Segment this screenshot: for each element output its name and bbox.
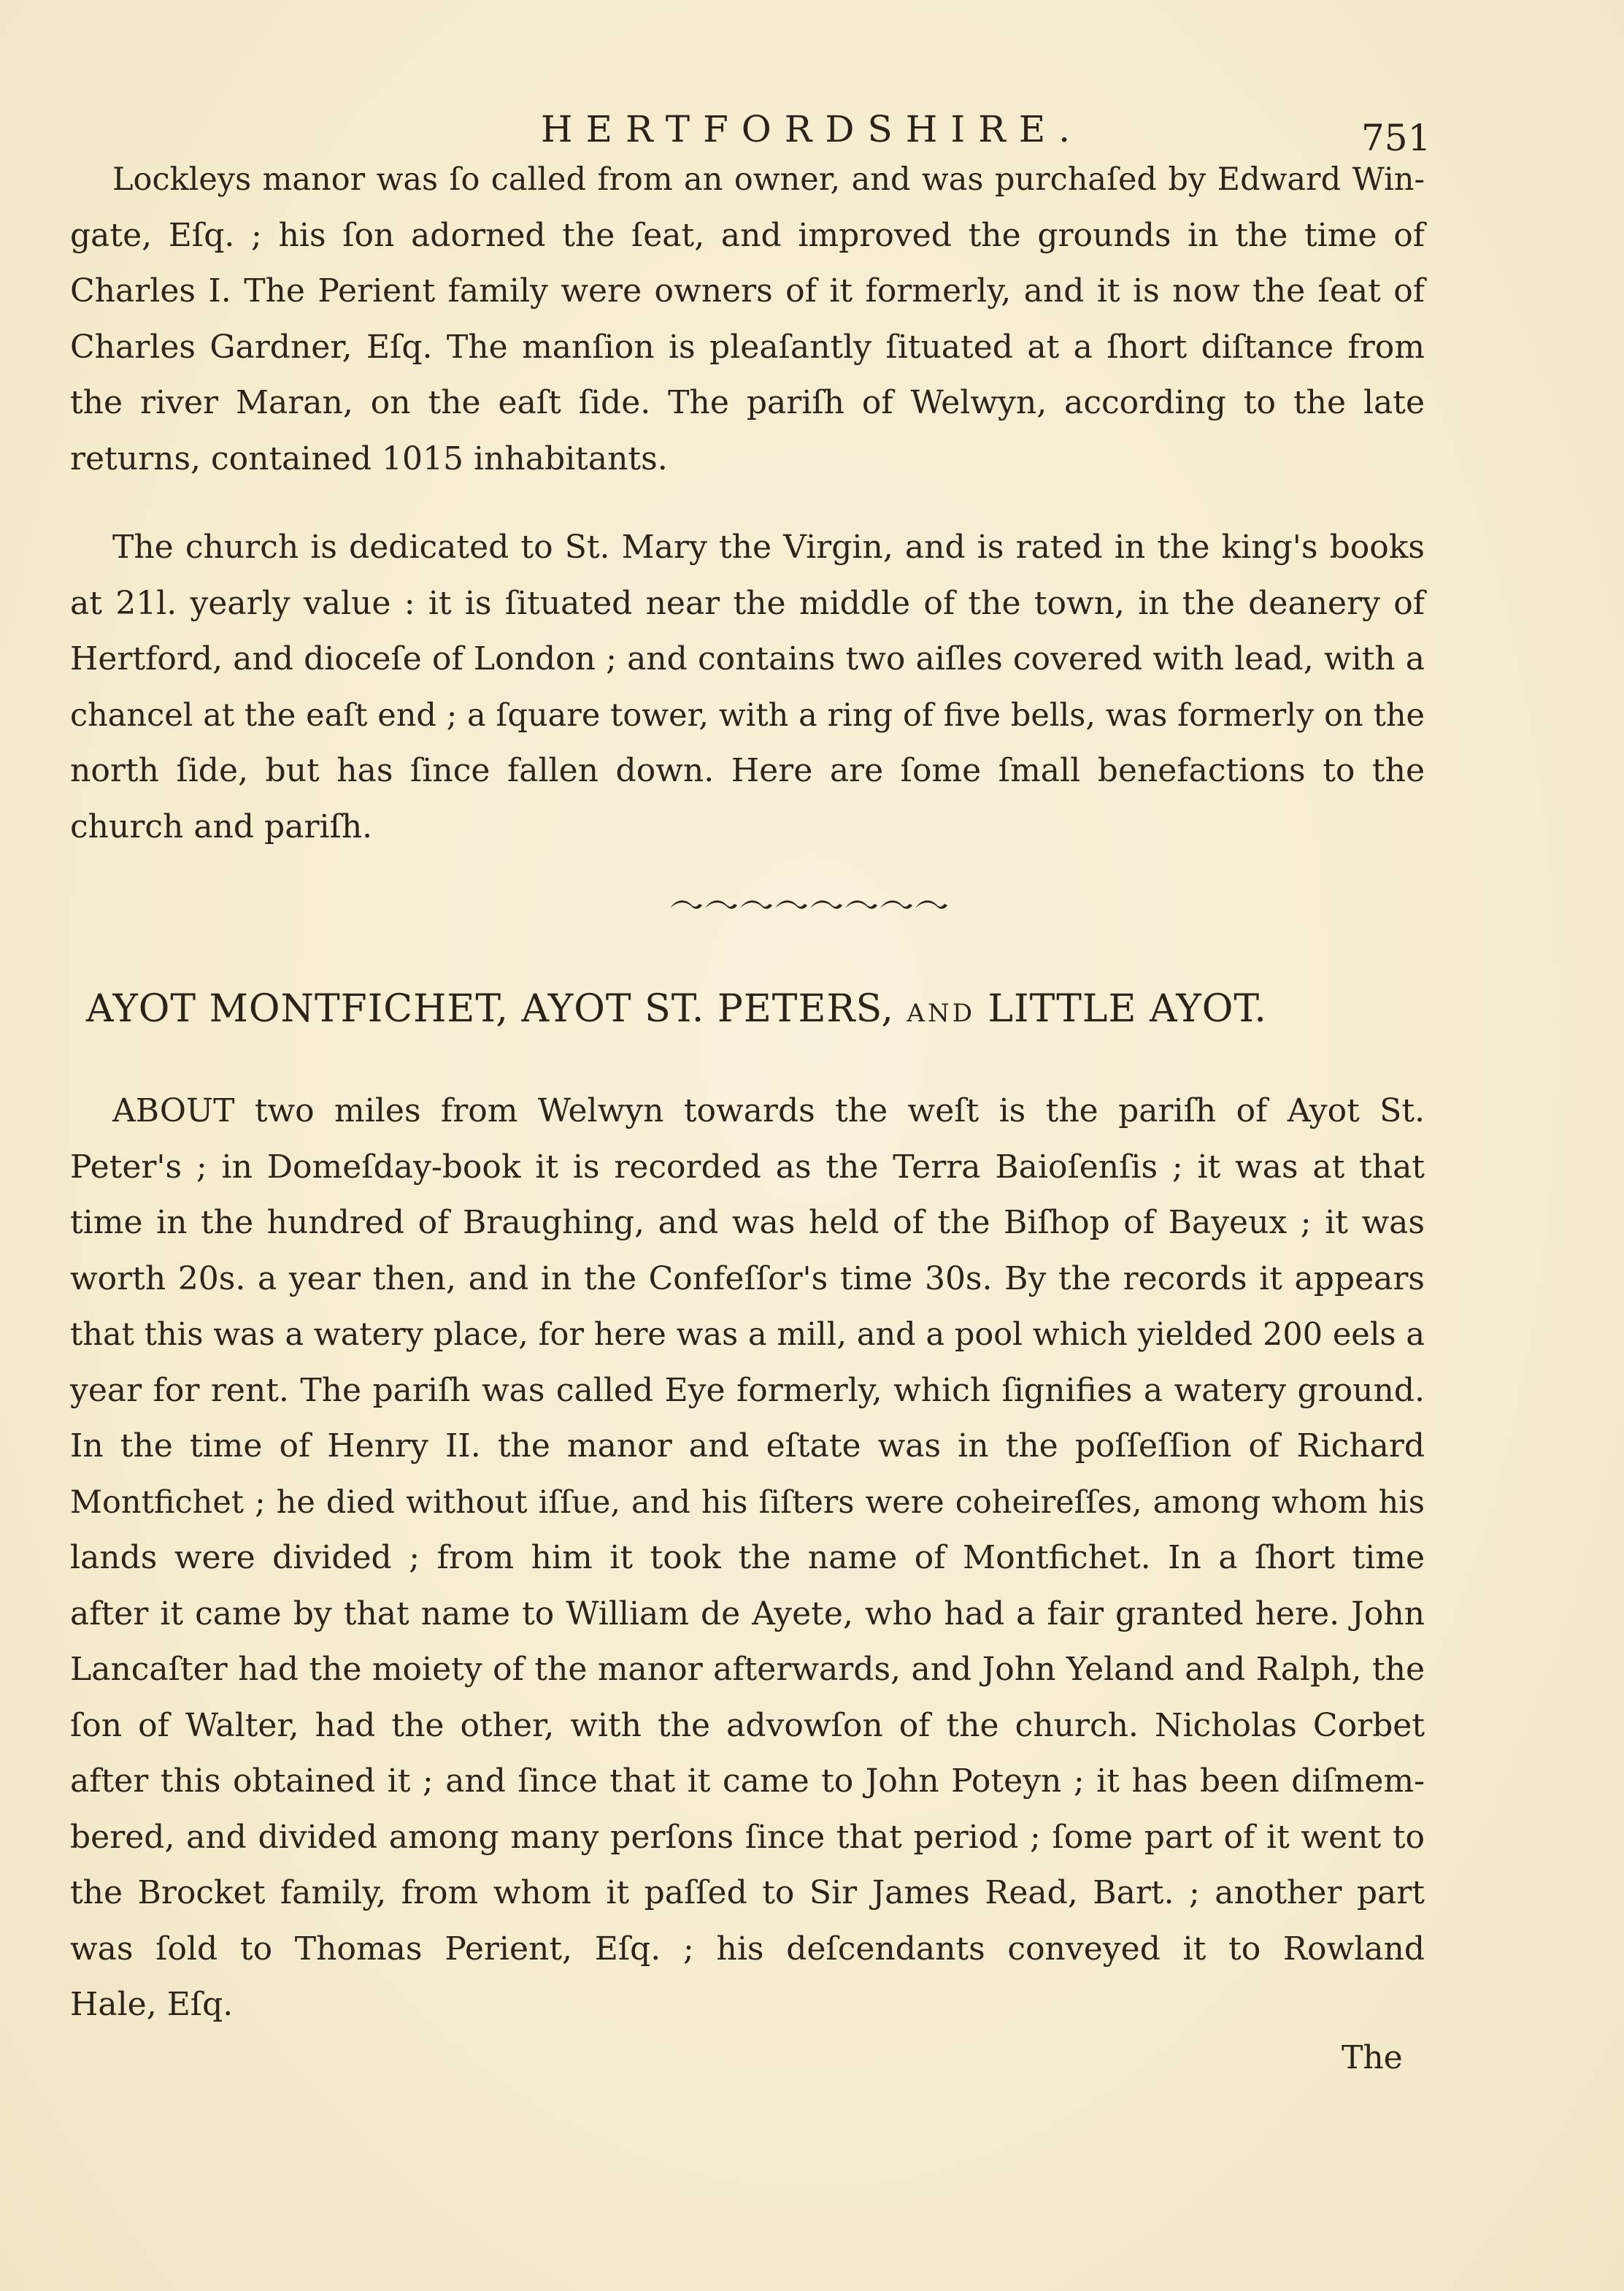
text-line: Montfichet ; he died without iſſue, and his ſiſters were coheireſſes, among whom his [70,1484,1425,1521]
text-line: at 21l. yearly value : it is ſituated near the middle of the town, in the deanery of [70,584,1425,622]
section-heading-conjunction: AND [907,999,975,1028]
text-line: chancel at the eaſt end ; a ſquare tower, with a ring of five bells, was formerly on the [70,696,1425,734]
text-line: Charles Gardner, Eſq. The manſion is pleaſantly ſituated at a ſhort diſtance from [70,328,1425,366]
section-heading-part1: AYOT MONTFICHET, AYOT ST. PETERS, [86,987,894,1031]
text-line: worth 20s. a year then, and in the Confeſſor's time 30s. By the records it appears [70,1259,1425,1297]
ornament-rule-icon [670,898,955,914]
text-line: Charles I. The Perient family were owners of it formerly, and it is now the ſeat of [70,272,1425,310]
text-line: lands were divided ; from him it took the name of Montfichet. In a ſhort time [70,1539,1425,1576]
text-line: ABOUT two miles from Welwyn towards the weſt is the pariſh of Ayot St. [112,1092,1425,1129]
text-line: church and pariſh. [70,807,373,845]
text-line: Lancaſter had the moiety of the manor afterwards, and John Yeland and Ralph, the [70,1651,1425,1688]
text-line: the river Maran, on the eaſt ſide. The pariſh of Welwyn, according to the late [70,384,1425,421]
section-heading [86,987,1400,1031]
page-number: 751 [1361,117,1431,159]
text-line: after it came by that name to William de Ayete, who had a fair granted here. John [70,1595,1425,1632]
catchword: The [1342,2039,1403,2076]
running-head: HERTFORDSHIRE. [540,108,1084,150]
text-line: The church is dedicated to St. Mary the Virgin, and is rated in the king's books [112,529,1425,566]
text-line: gate, Eſq. ; his ſon adorned the ſeat, and improved the grounds in the time of [70,216,1425,254]
paragraph-ayot [70,1083,1425,2033]
text-line: that this was a watery place, for here was a mill, and a pool which yielded 200 eels a [70,1316,1425,1353]
text-line: was ſold to Thomas Perient, Eſq. ; his deſcendants conveyed it to Rowland [70,1930,1425,1968]
section-heading-part2: LITTLE AYOT. [988,987,1267,1031]
text-line: bered, and divided among many perſons ſince that period ; ſome part of it went to [70,1818,1425,1856]
text-line: year for rent. The pariſh was called Eye formerly, which ſignifies a watery ground. [70,1371,1425,1409]
text-line: ſon of Walter, had the other, with the advowſon of the church. Nicholas Corbet [70,1706,1425,1744]
text-line: north ſide, but has ſince fallen down. Here are ſome ſmall benefactions to the [70,752,1425,789]
text-line: time in the hundred of Braughing, and was held of the Biſhop of Bayeux ; it was [70,1204,1425,1241]
paragraph-lockleys [70,152,1425,487]
text-line: Hertford, and dioceſe of London ; and contains two aiſles covered with lead, with a [70,640,1425,678]
section-ornament [0,898,1624,917]
paragraph-church [70,520,1425,855]
text-line: Peter's ; in Domeſday-book it is recorded as the Terra Baioſenſis ; it was at that [70,1148,1425,1186]
text-line: Lockleys manor was ſo called from an owner, and was purchaſed by Edward Win- [112,161,1425,198]
text-line: In the time of Henry II. the manor and eſtate was in the poſſeſſion of Richard [70,1427,1425,1465]
text-line: after this obtained it ; and ſince that it came to John Poteyn ; it has been diſmem- [70,1762,1425,1800]
text-line: returns, contained 1015 inhabitants. [70,440,668,477]
text-line: the Brocket family, from whom it paſſed to Sir James Read, Bart. ; another part [70,1874,1425,1911]
text-line: Hale, Eſq. [70,1986,234,2023]
